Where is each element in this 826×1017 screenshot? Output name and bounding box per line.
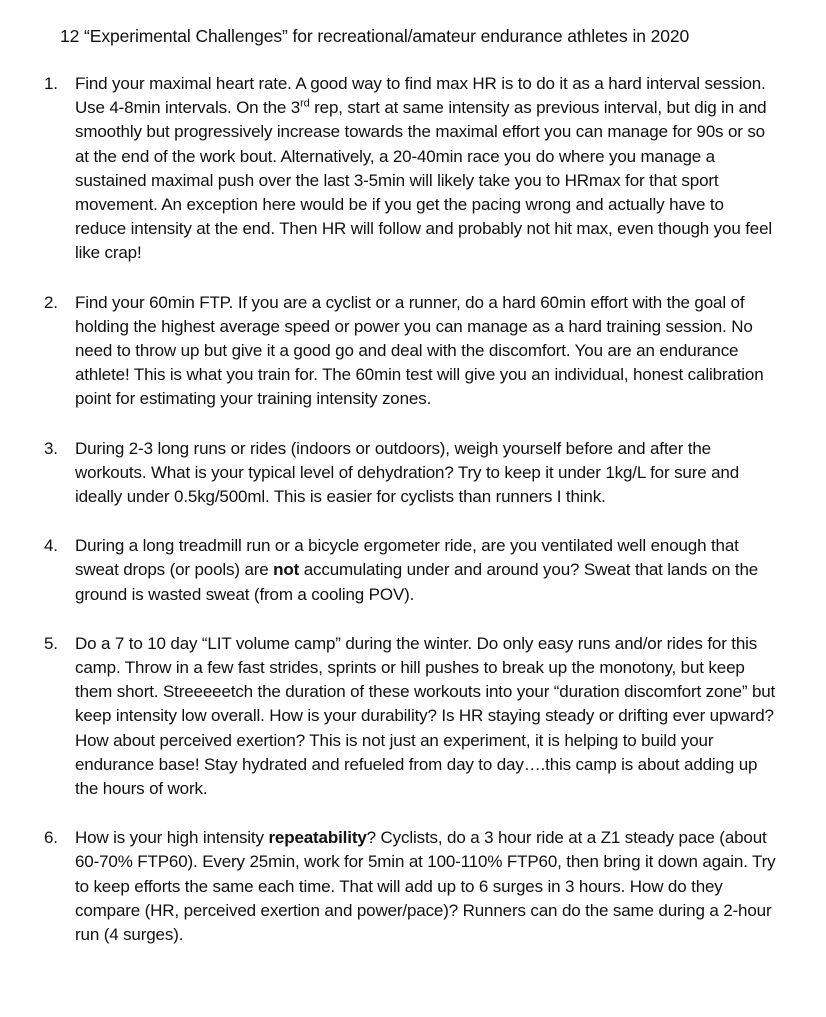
challenge-number: 4.	[44, 536, 58, 556]
challenge-item	[0, 826, 826, 947]
challenge-text	[75, 437, 776, 510]
text-segment: ? Cyclists, do a 3 hour ride at a Z1 steady pace (about 60-70% FTP60). Every 25min, work for 5min at 100-110% FTP60, then bring it down again. Try to keep efforts the same each time. That will add up to 6 surges in 3 hours. How do they compare (HR, perceived exertion and power/pace)? Runners can do the same during a 2-hour run (4 surges).	[75, 828, 776, 945]
text-segment: During 2-3 long runs or rides (indoors or outdoors), weigh yourself before and after the workouts. What is your typical level of dehydration? Try to keep it under 1kg/L for sure and ideally under 0.5kg/500ml. This is easier for cyclists than runners I think.	[75, 438, 740, 507]
challenge-number: 3.	[44, 438, 58, 458]
text-segment: accumulating under and around you? Sweat that lands on the ground is wasted sweat (from a cooling POV).	[75, 560, 759, 604]
challenge-number: 2.	[44, 292, 58, 312]
text-segment: Find your 60min FTP. If you are a cyclist or a runner, do a hard 60min effort with the goal of holding the highest average speed or power you can manage as a hard training session. No need to throw up but give it a good go and deal with the discomfort. You are an endurance athlete! This is what you train for. The 60min test will give you an individual, honest calibration point for estimating your training intensity zones.	[75, 292, 764, 409]
challenge-number: 5.	[44, 633, 58, 653]
emphasis-text: repeatability	[268, 828, 367, 848]
challenge-text	[75, 826, 776, 947]
text-segment: Find your maximal heart rate. A good way to find max HR is to do it as a hard interval session. Use 4-8min intervals. On the 3	[75, 74, 766, 118]
challenge-item	[0, 72, 826, 266]
text-segment: How is your high intensity	[75, 828, 269, 848]
challenge-item	[0, 632, 826, 801]
challenge-text	[75, 534, 776, 607]
text-segment: Do a 7 to 10 day “LIT volume camp” during the winter. Do only easy runs and/or rides for this camp. Throw in a few fast strides, sprints or hill pushes to break up the monotony, but keep them short. Streeeeetch the duration of these workouts into your “duration discomfort zone” but keep intensity low overall. How is your durability? Is HR staying steady or drifting ever upward? How about perceived exertion? This is not just an experiment, it is helping to build your endurance base! Stay hydrated and refueled from day to day….this camp is about adding up the hours of work.	[75, 633, 776, 799]
superscript-text: rd	[300, 97, 310, 110]
challenge-list	[0, 72, 826, 972]
text-segment: During a long treadmill run or a bicycle ergometer ride, are you ventilated well enough that sweat drops (or pools) are	[75, 536, 739, 580]
challenge-number: 1.	[44, 74, 58, 93]
document-title: 12 “Experimental Challenges” for recreational/amateur endurance athletes in 2020	[60, 26, 690, 46]
text-segment: rep, start at same intensity as previous interval, but dig in and smoothly but progressively increase towards the maximal effort you can manage for 90s or so at the end of the work bout. Alternatively, a 20-40min race you do where you manage a sustained maximal push over the last 3-5min will likely take you to HRmax for that sport movement. An exception here would be if you get the pacing wrong and actually have to reduce intensity at the end. Then HR will follow and probably not hit max, even though you feel like crap!	[75, 98, 773, 263]
challenge-text	[75, 291, 776, 412]
challenge-number: 6.	[44, 828, 58, 848]
challenge-text	[75, 632, 776, 801]
challenge-item	[0, 534, 826, 607]
emphasis-text: not	[273, 560, 300, 580]
challenge-item	[0, 437, 826, 510]
challenge-text	[75, 72, 776, 266]
challenge-item	[0, 291, 826, 412]
